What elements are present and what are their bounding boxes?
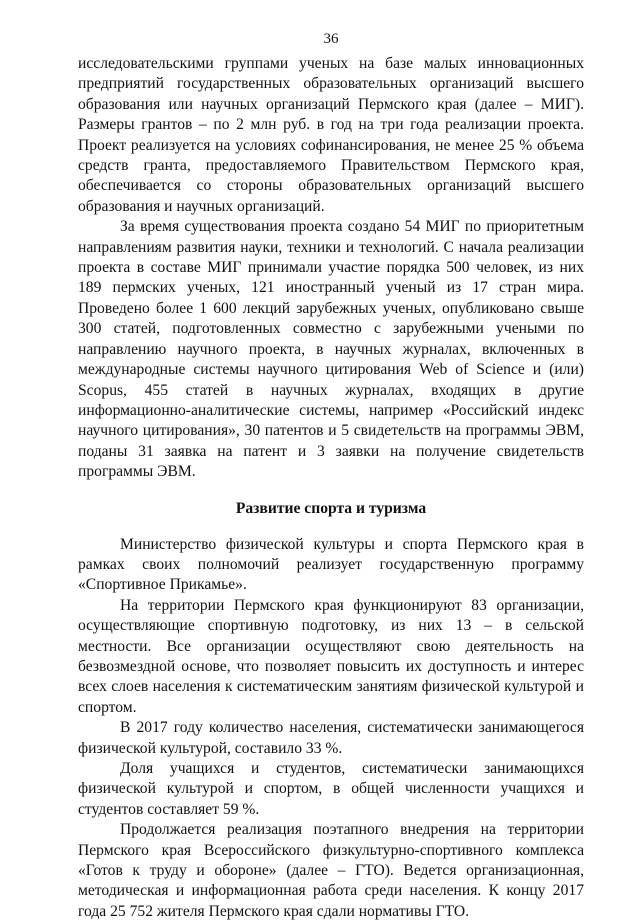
paragraph-sport-students-share: Доля учащихся и студентов, систематически занимающихся физической культурой и спортом, в общей численности учащихся и студентов составляет 59 %. <box>78 760 584 818</box>
paragraph-sport-population-share: В 2017 году количество населения, систематически занимающегося физической культурой, составило 33 %. <box>78 719 584 757</box>
paragraph-sport-organizations: На территории Пермского края функционируют 83 организации, осуществляющие спортивную подготовку, из них 13 – в сельской местности. Все организации осуществляют свою деятельность на безвозмездной основе, что позволяет повысить их доступность и интерес всех слоев населения к систематическим занятиям физической культурой и спортом. <box>78 596 584 716</box>
paragraph-mig-results: За время существования проекта создано 54 МИГ по приоритетным направлениям развития науки, техники и технологий. С начала реализации проекта в составе МИГ принимали участие порядка 500 человек, из них 189 пермских ученых, 121 иностранный ученый из 17 стран мира. Проведено более 1 600 лекций зарубежных ученых, опубликовано свыше 300 статей, подготовленных совместно с зарубежными учеными по направлению научного проекта, в научных журналах, включенных в международные системы научного цитирования Web of Science и (или) Scopus, 455 статей в научных журналах, входящих в другие информационно-аналитические системы, например «Российский индекс научного цитирования», 30 патентов и 5 свидетельств на программы ЭВМ, поданы 31 заявка на патент и 3 заявки на получение свидетельств программы ЭВМ. <box>78 218 584 481</box>
paragraph-gto: Продолжается реализация поэтапного внедрения на территории Пермского края Всероссийского физкультурно-спортивного комплекса «Готов к труду и обороне» (далее – ГТО). Ведется организационная, методическая и информационная работа среди населения. К концу 2017 года 25 752 жителя Пермского края сдали нормативы ГТО. <box>78 821 584 920</box>
paragraph-sport-program: Министерство физической культуры и спорта Пермского края в рамках своих полномочий реализует государственную программу «Спортивное Прикамье». <box>78 535 584 594</box>
paragraph-mig-continuation: исследовательскими группами ученых на базе малых инновационных предприятий государственных образовательных организаций высшего образования или научных организаций Пермского края (далее – МИГ). Размеры грантов – по 2 млн руб. в год на три года реализации проекта. Проект реализуется на условиях софинансирования, не менее 25 % объема средств гранта, предоставляемого Правительством Пермского края, обеспечивается со стороны образовательных организаций высшего образования и научных организаций. <box>78 55 584 215</box>
section-heading-sport: Развитие спорта и туризма <box>235 499 427 517</box>
page-number: 36 <box>323 31 339 47</box>
